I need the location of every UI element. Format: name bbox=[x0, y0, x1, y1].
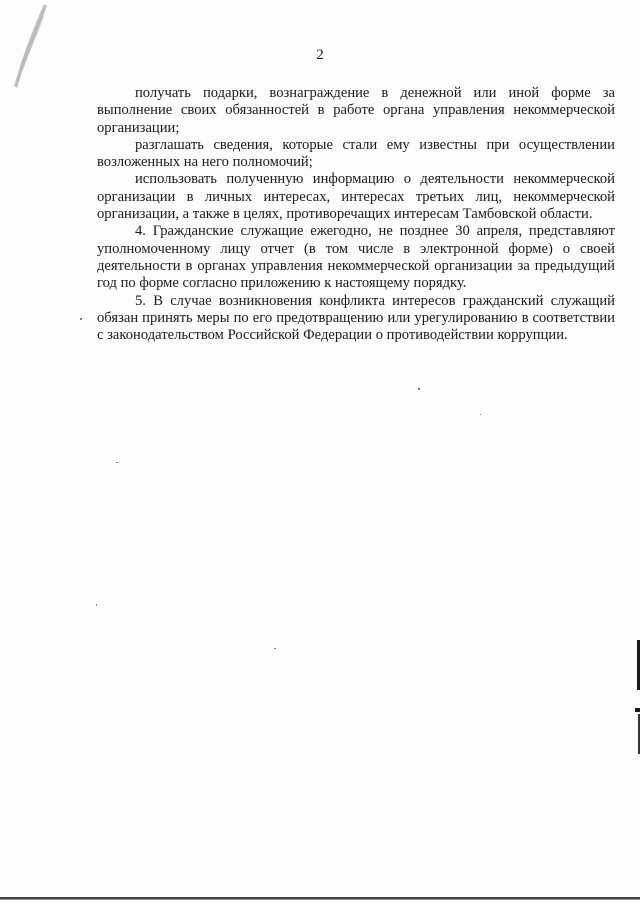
paragraph-use-info: использовать полученную информацию о деятельности некоммерческой организации в личных интересах, интересах третьих лиц, некоммерческой организации, а также в целях, противоречащих интересам Тамбовской области. bbox=[97, 171, 615, 223]
scan-edge-mark bbox=[632, 640, 640, 760]
paragraph-annual-report: 4. Гражданские служащие ежегодно, не позднее 30 апреля, представляют уполномоченному лицу отчет (в том числе в электронной форме) о своей деятельности в органах управления некоммерческой организации за предыдущий год по форме согласно приложению к настоящему порядку. bbox=[97, 223, 615, 292]
scan-speck bbox=[96, 604, 97, 606]
page-number: 2 bbox=[316, 47, 324, 63]
scan-speck bbox=[480, 414, 481, 415]
paragraph-disclose-info: разглашать сведения, которые стали ему известны при осуществлении возложенных на него полномочий; bbox=[97, 136, 615, 171]
paragraph-receive-gifts: получать подарки, вознаграждение в денежной или иной форме за выполнение своих обязанностей в работе органа управления некоммерческой организации; bbox=[97, 85, 615, 136]
scan-corner-mark bbox=[0, 0, 48, 90]
scan-speck bbox=[116, 462, 118, 463]
scan-bottom-edge bbox=[0, 895, 640, 901]
scan-speck bbox=[274, 648, 276, 649]
document-body bbox=[97, 85, 615, 344]
scan-speck bbox=[418, 388, 420, 390]
paragraph-conflict-of-interest: 5. В случае возникновения конфликта интересов гражданский служащий обязан принять меры по его предотвращению или урегулированию в соответствии с законодательством Российской Федерации о противодействии коррупции. bbox=[97, 292, 615, 344]
scan-speck bbox=[80, 318, 82, 320]
